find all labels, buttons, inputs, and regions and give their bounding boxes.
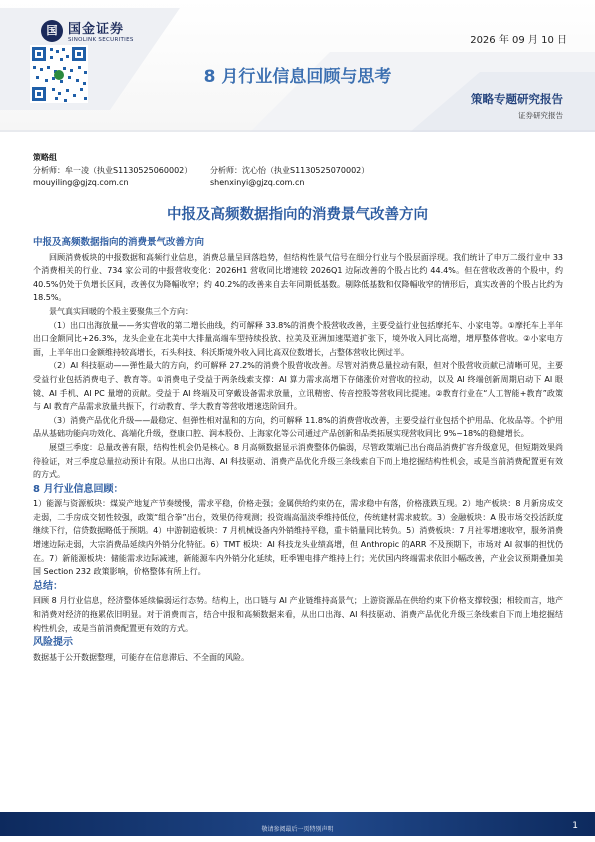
paragraph: （2）AI 科技驱动——弹性最大的方向，约可解释 27.2%的消费个股营收改善。尽管对消费总量拉动有限，但对个股营收贡献已清晰可见，主要受益行业包括消费电子、教育等。①消费电子受益于两条线索支撑：AI 算力需求高增下存储涨价对营收的拉动，以及 AI 终端创新周期启动下 AI 眼镜、AI 手机、AI PC 量增的贡献。受益于 AI 终端及可穿戴设备需求放量，立讯精密、传音控股等营收同比提速。②教育行业在“人工智能+教育”政策与 AI 教育产品需求放量共振下，行动教育、学大教育等营收增速迭阶回升。	[33, 361, 563, 412]
paragraph: 数据基于公开数据整理，可能存在信息滞后、不全面的风险。	[33, 652, 249, 662]
section-title-industry-review: 8 月行业信息回顾：	[33, 483, 124, 495]
paragraph: 1）能源与资源板块：煤炭产地复产节奏缓慢，需求平稳，价格走强；金属供给约束仍在，需求稳中有落，价格涨跌互现。2）地产板块：8 月新房成交走弱，二手房成交韧性较强，政策“组合拳”出台，效果仍待观测；投资端高温淡季维持低位，传统建材需求疲软。3）金融板块：A 股市场交投活跃度继续下行，信贷数据略低于预期。4）中游制造板块：7 月机械设备内外销维持平稳，重卡销量同比转负。5）消费板块：7 月社零增速收窄，服务消费增速边际走弱，大宗消费品延续内外销分化特征。6）TMT 板块：AI 科技龙头业绩高增，但 Anthropic 的ARR 不及预期下，市场对 AI 叙事的担忧仍在。7）新能源板块：储能需求边际减速，新能源车内外销分化延续，旺季锂电排产维持上行；光伏国内终端需求依旧小幅改善，产业会议预期叠加美国 Section 232 政策影响，价格整体有所上行。	[33, 499, 563, 577]
analyst-2	[210, 165, 387, 190]
report-type: 策略专题研究报告	[471, 92, 563, 106]
analyst-1-name: 分析师：牟一凌（执业S1130525060002）	[33, 165, 193, 175]
section-title-consumption: 中报及高频数据指向的消费景气改善方向	[33, 237, 205, 248]
analyst-2-email[interactable]: shenxinyi@gjzq.com.cn	[210, 178, 305, 187]
paragraph: 回顾 8 月行业信息，经济整体延续偏弱运行态势。结构上，出口链与 AI 产业链维持高景气；上游资源品在供给约束下价格支撑较强；相较而言，地产和消费对经济的拖累依旧明显。对于消费而言，结合中报和高频数据来看，从出口出海、AI 科技驱动、消费产品优化升级三条线索自下而上地挖掘结构性机会，或是当前消费配置更有效的方式。	[33, 596, 563, 633]
page-number: 1	[572, 821, 578, 831]
footer-disclaimer-link[interactable]: 敬请参阅最后一页特别声明	[261, 826, 334, 833]
paragraph: （1）出口出海放量——务实营收的第二增长曲线，约可解释 33.8%的消费个股营收改善，主要受益行业包括摩托车、小家电等。①摩托车上半年出口金额同比+26.3%，龙头企业在北美中大排量高端车型持续投放、拉美及亚洲加速渠道扩张下，境外收入同比高增，增厚整体营收。②小家电方面，上半年出口金额维持较高增长，石头科技、科沃斯境外收入同比高双位数增长，占整体营收比例过半。	[33, 320, 563, 357]
analyst-1-email[interactable]: mouyiling@gjzq.com.cn	[33, 178, 129, 187]
section-title-summary: 总结：	[33, 580, 63, 592]
paragraph: 展望三季度：总量改善有限，结构性机会仍是核心。8 月高频数据显示消费整体仍偏弱，尽管政策端已出台商品消费扩容升级意见，但短期效果尚待验证，对三季度总量拉动预计有限。从出口出海、AI 科技驱动、消费产品优化升级三条线索自下而上地挖掘结构性机会，或是当前消费配置更有效的方式。	[33, 442, 563, 480]
report-title: 8 月行业信息回顾与思考	[203, 67, 392, 87]
paragraph: 回顾消费板块的中报数据和高频行业信息，消费总量呈回落趋势，但结构性景气信号在细分行业与个股层面浮现。我们统计了申万二级行业中 33 个消费相关的行业、734 家公司的中报营收变化：2026H1 营收同比增速较 2026Q1 边际改善的个股占比约 44.4%。但在营收改善的个股中，约 40.5%仍处于负增长区间，改善仅为降幅收窄；约 40.2%的改善来自去年同期低基数。剔除低基数和仅降幅收窄的情形后，真实改善的个股占比约为 18.5%。	[33, 252, 563, 303]
report-subtype: 证券研究报告	[518, 111, 563, 120]
logo-name-cn: 国金证券	[68, 22, 125, 37]
team-name: 策略组	[33, 153, 57, 162]
company-logo	[41, 18, 134, 43]
main-headline: 中报及高频数据指向的消费景气改善方向	[167, 207, 428, 223]
paragraph: （3）消费产品优化升级——最稳定、但弹性相对温和的方向，约可解释 11.8%的消费营收改善，主要受益行业包括个护用品、化妆品等。个护用品从基础功能向功效化、高端化升级，登康口腔、润本股份、上海家化等公司通过产品创新和品类拓展实现营收同比 9%~18%的稳健增长。	[33, 415, 563, 439]
author-block	[33, 152, 387, 190]
paragraph: 景气真实回暖的个股主要聚焦三个方向：	[49, 306, 193, 316]
qr-code-icon	[0, 0, 130, 110]
section-title-risk: 风险提示	[33, 637, 73, 649]
report-header	[0, 0, 595, 132]
report-date: 2026 年 09 月 10 日	[470, 35, 567, 46]
logo-name-en: SINOLINK SECURITIES	[68, 37, 134, 43]
logo-mark-icon: 国	[41, 20, 63, 42]
analyst-1	[33, 165, 210, 190]
analyst-2-name: 分析师：沈心怡（执业S1130525070002）	[210, 165, 370, 175]
report-body	[33, 235, 563, 664]
